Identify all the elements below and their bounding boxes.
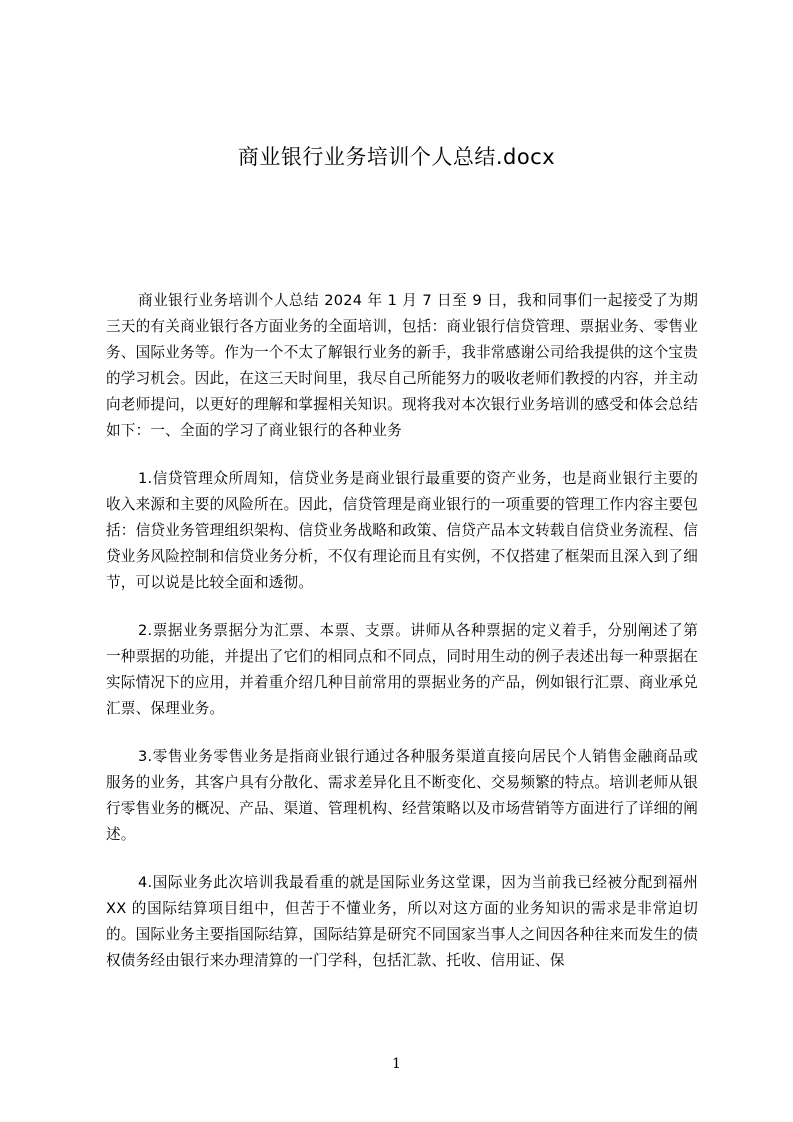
page-number: 1 [392,1056,401,1072]
paragraph-retail-business: 3.零售业务零售业务是指商业银行通过各种服务渠道直接向居民个人销售金融商品或服务的业务，其客户具有分散化、需求差异化且不断变化、交易频繁的特点。培训老师从银行零售业务的概况、产品、渠道、管理机构、经营策略以及市场营销等方面进行了详细的阐述。 [106,748,698,843]
paragraph-intro: 商业银行业务培训个人总结 2024 年 1 月 7 日至 9 日，我和同事们一起接受了为期三天的有关商业银行各方面业务的全面培训，包括：商业银行信贷管理、票据业务、零售业务、国际业务等。作为一个不太了解银行业务的新手，我非常感谢公司给我提供的这个宝贵的学习机会。因此，在这三天时间里，我尽自己所能努力的吸收老师们教授的内容，并主动向老师提问，以更好的理解和掌握相关知识。现将我对本次银行业务培训的感受和体会总结如下：一、全面的学习了商业银行的各种业务 [106,292,698,439]
document-title: 商业银行业务培训个人总结.docx [237,145,556,169]
paragraph-international-business: 4.国际业务此次培训我最看重的就是国际业务这堂课，因为当前我已经被分配到福州 XX 的国际结算项目组中，但苦于不懂业务，所以对这方面的业务知识的需求是非常迫切的。国际业务主要指国际结算，国际结算是研究不同国家当事人之间因各种往来而发生的债权债务经由银行来办理清算的一门学科，包括汇款、托收、信用证、保 [106,874,698,969]
document-body [106,288,698,974]
paragraph-credit-management: 1.信贷管理众所周知，信贷业务是商业银行最重要的资产业务，也是商业银行主要的收入来源和主要的风险所在。因此，信贷管理是商业银行的一项重要的管理工作内容主要包括：信贷业务管理组织架构、信贷业务战略和政策、信贷产品本文转载自信贷业务流程、信贷业务风险控制和信贷业务分析，不仅有理论而且有实例，不仅搭建了框架而且深入到了细节，可以说是比较全面和透彻。 [106,470,698,591]
paragraph-bill-business: 2.票据业务票据分为汇票、本票、支票。讲师从各种票据的定义着手，分别阐述了第一种票据的功能，并提出了它们的相同点和不同点，同时用生动的例子表述出每一种票据在实际情况下的应用，并着重介绍几种目前常用的票据业务的产品，例如银行汇票、商业承兑汇票、保理业务。 [106,622,698,717]
